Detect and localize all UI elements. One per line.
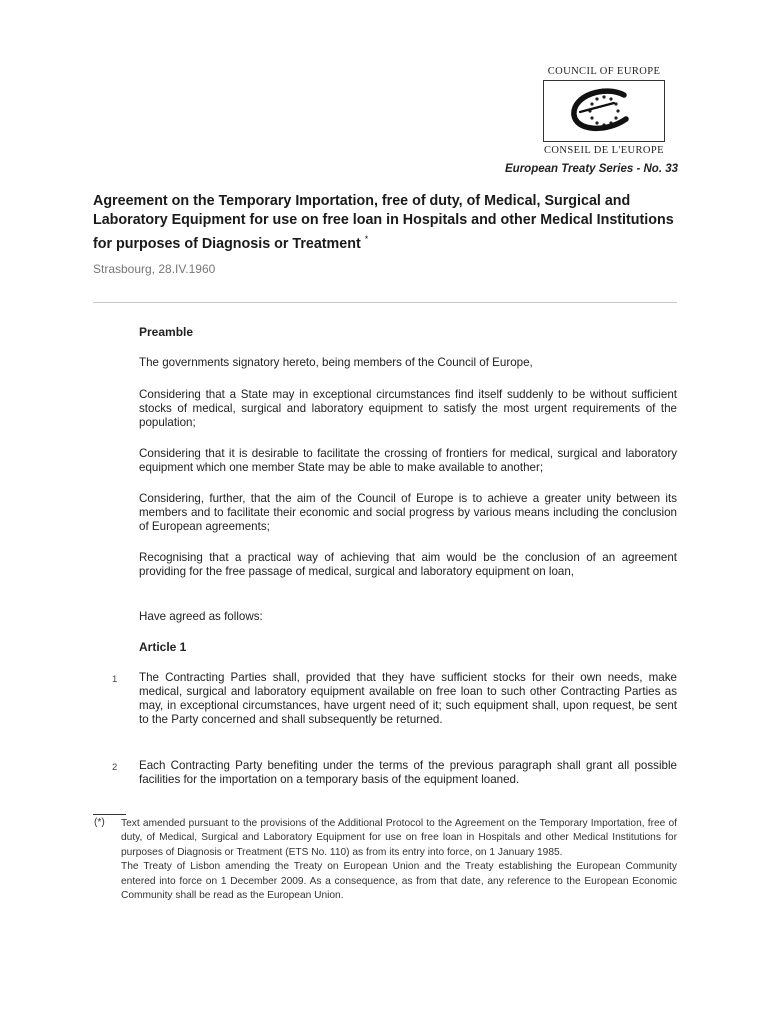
title-footnote-mark: * xyxy=(364,234,369,244)
treaty-series-label: European Treaty Series - No. 33 xyxy=(505,163,678,175)
preamble-paragraph-5: Recognising that a practical way of achieving that aim would be the conclusion of an agreement providing for the free passage of medical, surgical and laboratory equipment on loan, xyxy=(139,551,677,578)
footnote xyxy=(121,817,677,903)
preamble-paragraph-2: Considering that a State may in exceptional circumstances find itself suddenly to be without sufficient stocks of medical, surgical and laboratory equipment to satisfy the most urgent requirements of the population; xyxy=(139,388,677,429)
footnote-text-lisbon: The Treaty of Lisbon amending the Treaty on European Union and the Treaty establishing the European Community entered into force on 1 December 2009. As a consequence, as from that date, any reference to the European Economic Community shall be read as the European Union. xyxy=(121,861,677,902)
footnote-rule xyxy=(93,814,126,815)
article-1-paragraph-2-number: 2 xyxy=(112,762,118,773)
org-name-en: COUNCIL OF EUROPE xyxy=(547,66,661,77)
article-1-paragraph-1: The Contracting Parties shall, provided that they have sufficient stocks for their own needs, make medical, surgical and laboratory equipment available on free loan to such other Contracting Parties as may, in exceptional circumstances, have urgent need of it; such equipment shall, upon request, be sent to the Party concerned and shall subsequently be returned. xyxy=(139,671,677,726)
document-title-text: Agreement on the Temporary Importation, free of duty, of Medical, Surgical and Laboratory Equipment for use on free loan in Hospitals and other Medical Institutions for purposes of Diagnosis or Treatment xyxy=(93,193,674,252)
org-name-fr: CONSEIL DE L'EUROPE xyxy=(544,145,664,156)
preamble-paragraph-6: Have agreed as follows: xyxy=(139,610,263,623)
preamble-paragraph-1: The governments signatory hereto, being members of the Council of Europe, xyxy=(139,356,533,369)
preamble-heading: Preamble xyxy=(139,325,194,339)
footnote-mark: (*) xyxy=(94,817,105,828)
footnote-text-amendment: Text amended pursuant to the provisions of the Additional Protocol to the Agreement on the Temporary Importation, free of duty, of Medical, Surgical and Laboratory Equipment for use on free loan in Hospitals and other Medical Institutions for purposes of Diagnosis or Treatment (ETS No. 110) as from its entry into force, on 1 January 1985. xyxy=(121,818,677,858)
logo-emblem-box xyxy=(543,80,665,142)
preamble-paragraph-3: Considering that it is desirable to facilitate the crossing of frontiers for medical, surgical and laboratory equipment which one member State may be able to make available to another; xyxy=(139,447,677,474)
header-divider xyxy=(93,302,677,303)
article-1-paragraph-1-number: 1 xyxy=(112,674,118,685)
article-1-heading: Article 1 xyxy=(139,640,187,654)
stars-emblem-icon xyxy=(544,81,664,141)
place-date: Strasbourg, 28.IV.1960 xyxy=(93,262,216,276)
council-of-europe-logo xyxy=(540,66,668,156)
preamble-paragraph-4: Considering, further, that the aim of the Council of Europe is to achieve a greater unity between its members and to facilitate their economic and social progress by various means including the conclusion of European agreements; xyxy=(139,492,677,533)
article-1-paragraph-2: Each Contracting Party benefiting under the terms of the previous paragraph shall grant all possible facilities for the importation on a temporary basis of the equipment loaned. xyxy=(139,759,677,786)
document-title xyxy=(93,192,683,254)
